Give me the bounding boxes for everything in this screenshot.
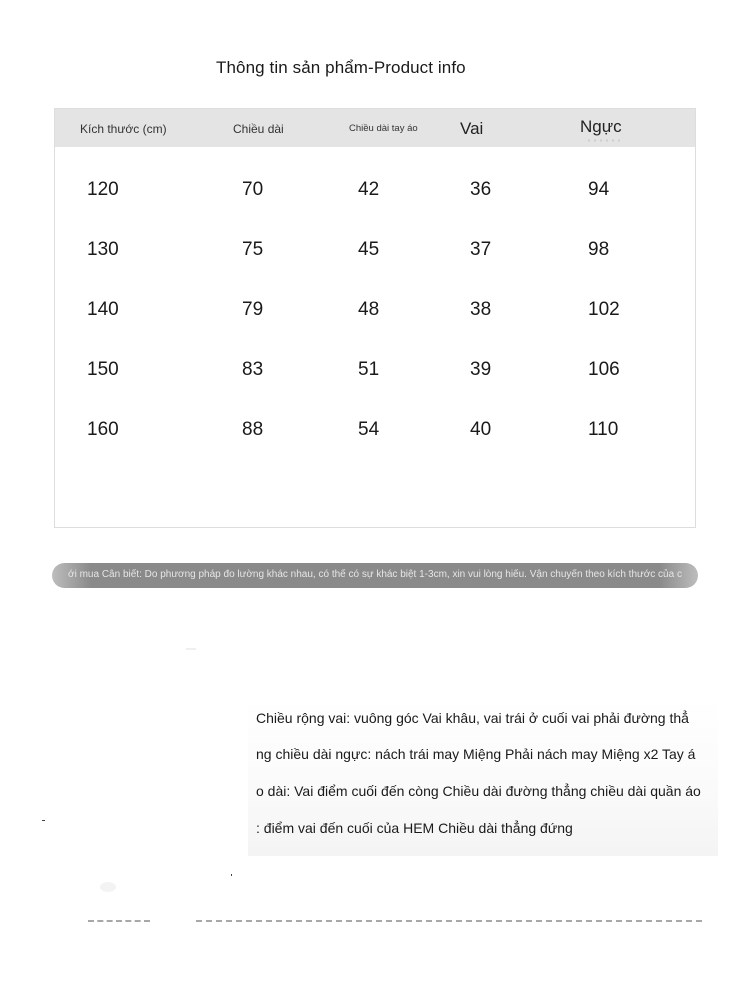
cell-length: 88 <box>242 419 264 440</box>
description-line: Chiều rộng vai: vuông góc Vai khâu, vai trái ở cuối vai phải đường thẳ <box>256 710 689 726</box>
cell-chest: 102 <box>588 299 620 320</box>
cell-shoulder: 40 <box>470 419 492 440</box>
description-line: : điểm vai đến cuối của HEM Chiều dài thẳng đứng <box>256 820 573 836</box>
cell-chest: 110 <box>588 419 619 440</box>
cell-size: 160 <box>87 419 119 440</box>
measurement-note-banner <box>52 563 698 588</box>
cell-length: 79 <box>242 299 264 320</box>
table-row <box>55 291 695 331</box>
size-table <box>54 108 696 528</box>
cell-length: 83 <box>242 359 264 380</box>
size-table-header <box>55 109 695 147</box>
cell-sleeve-length: 42 <box>358 179 380 200</box>
table-row <box>55 231 695 271</box>
cell-length: 75 <box>242 239 264 260</box>
cell-sleeve-length: 48 <box>358 299 380 320</box>
page-title: Thông tin sản phẩm-Product info <box>216 58 466 77</box>
table-row <box>55 411 695 451</box>
header-sleeve-length: Chiều dài tay áo <box>349 123 418 134</box>
table-row <box>55 351 695 391</box>
cell-size: 120 <box>87 179 119 200</box>
header-size: Kích thước (cm) <box>80 122 167 136</box>
cell-size: 130 <box>87 239 119 260</box>
measurement-note-text: ới mua Cân biết: Do phương pháp đo lường khác nhau, có thể có sự khác biệt 1-3cm, xin vui lòng hiểu. Vận chuyển theo kích thước của c <box>68 569 682 580</box>
cell-size: 150 <box>87 359 119 380</box>
cell-shoulder: 38 <box>470 299 492 320</box>
decorative-ghost-shape <box>100 882 116 892</box>
header-chest: Ngực <box>580 117 622 136</box>
measurement-description <box>248 698 718 856</box>
decorative-dot <box>186 648 196 650</box>
cell-sleeve-length: 45 <box>358 239 380 260</box>
cell-chest: 98 <box>588 239 610 260</box>
cell-size: 140 <box>87 299 119 320</box>
header-length: Chiều dài <box>233 122 284 136</box>
decorative-mark <box>231 874 232 876</box>
dashed-divider-left <box>88 920 150 922</box>
description-line: o dài: Vai điểm cuối đến còng Chiều dài đường thẳng chiều dài quần áo <box>256 783 701 799</box>
decorative-mark <box>42 820 45 821</box>
cell-length: 70 <box>242 179 264 200</box>
header-shoulder: Vai <box>460 119 484 138</box>
cell-shoulder: 39 <box>470 359 492 380</box>
cell-shoulder: 37 <box>470 239 492 260</box>
cell-sleeve-length: 51 <box>358 359 380 380</box>
cell-chest: 94 <box>588 179 610 200</box>
cell-sleeve-length: 54 <box>358 419 380 440</box>
dashed-divider-right <box>196 920 702 922</box>
description-line: ng chiều dài ngực: nách trái may Miệng Phải nách may Miệng x2 Tay á <box>256 746 696 762</box>
cell-shoulder: 36 <box>470 179 492 200</box>
table-row <box>55 171 695 211</box>
cell-chest: 106 <box>588 359 620 380</box>
